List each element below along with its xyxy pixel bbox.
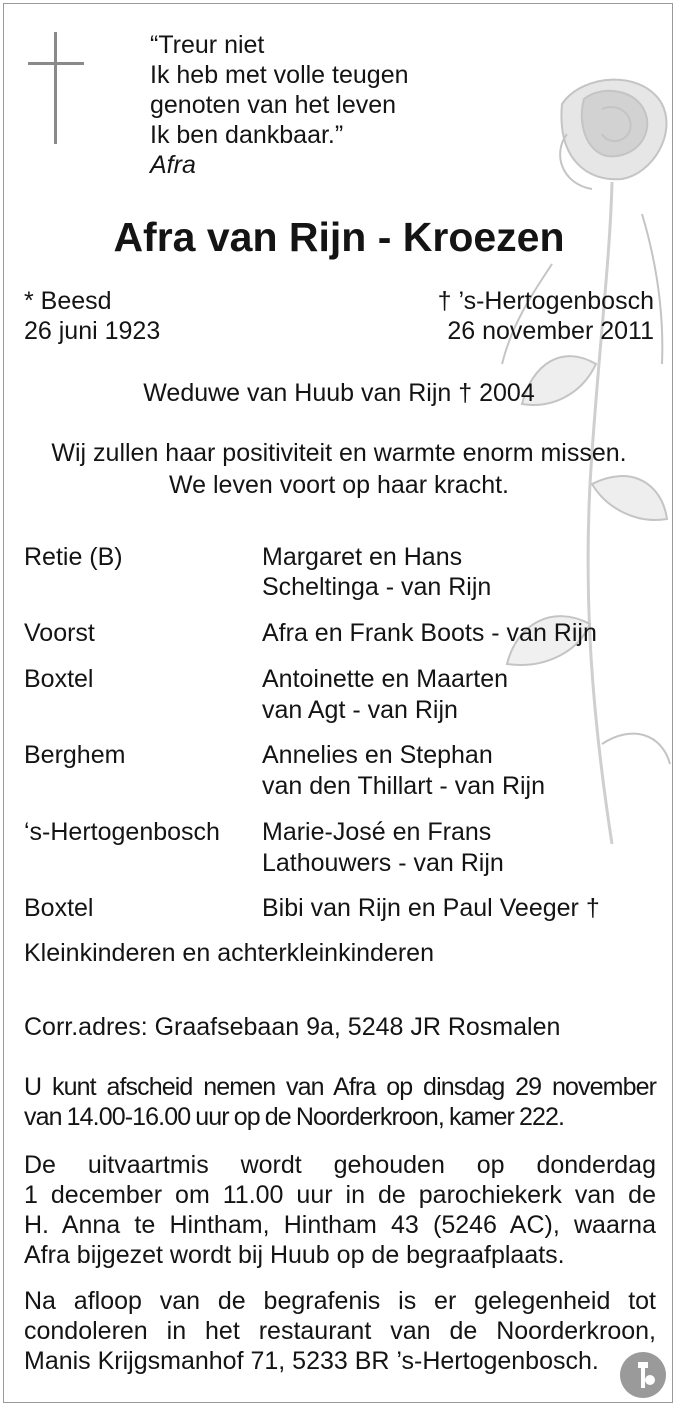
family-place: Retie (B) [24,543,123,571]
family-names: van den Thillart - van Rijn [262,772,546,800]
family-names: Scheltinga - van Rijn [262,573,492,601]
family-names: Antoinette en Maarten [262,665,508,693]
family-place: Berghem [24,741,126,769]
family-names: Bibi van Rijn en Paul Veeger † [262,894,600,922]
family-names: Afra en Frank Boots - van Rijn [262,619,597,647]
family-place: Boxtel [24,665,94,693]
cross-icon [28,32,88,144]
death-date: 26 november 2011 [447,317,654,345]
farewell-line: U kunt afscheid nemen van Afra op dinsdag 29 november [24,1073,656,1101]
quote-block [150,30,409,180]
family-names: Marie-José en Frans [262,818,492,846]
publisher-logo-icon [618,1350,668,1400]
birth-place: * Beesd [24,287,112,315]
family-place: Boxtel [24,894,94,922]
condolence-line: Na afloop van de begrafenis is er gelegenheid tot [24,1287,656,1315]
condolence-paragraph [24,1286,656,1376]
family-names: Annelies en Stephan [262,741,493,769]
grandchildren-line: Kleinkinderen en achterkleinkinderen [24,939,434,967]
condolence-line: condoleren in het restaurant van de Noorderkroon, [24,1317,656,1345]
correspondence-address: Corr.adres: Graafsebaan 9a, 5248 JR Rosmalen [24,1013,561,1041]
mass-line: H. Anna te Hintham, Hintham 43 (5246 AC), waarna [24,1211,656,1239]
mass-paragraph [24,1150,656,1270]
death-place: † ’s-Hertogenbosch [437,287,654,315]
family-place: ‘s-Hertogenbosch [24,818,220,846]
widow-line: Weduwe van Huub van Rijn † 2004 [143,379,535,407]
farewell-paragraph [24,1072,656,1132]
birth-date: 26 juni 1923 [24,317,161,345]
quote-line: Ik ben dankbaar.” [150,121,344,149]
quote-signature: Afra [150,151,196,179]
deceased-name: Afra van Rijn - Kroezen [113,214,565,260]
quote-line: Ik heb met volle teugen [150,61,409,89]
condolence-line: Manis Krijgsmanhof 71, 5233 BR ’s-Hertogenbosch. [24,1347,599,1375]
family-place: Voorst [24,619,95,647]
message-line: Wij zullen haar positiviteit en warmte enorm missen. [51,439,627,467]
farewell-line: van 14.00-16.00 uur op de Noorderkroon, kamer 222. [24,1103,565,1131]
quote-line: “Treur niet [150,31,265,59]
quote-line: genoten van het leven [150,91,397,119]
mass-line: Afra bijgezet wordt bij Huub op de begraafplaats. [24,1241,565,1269]
family-names: van Agt - van Rijn [262,696,458,724]
obituary-card [3,3,673,1403]
mass-line: 1 december om 11.00 uur in de parochiekerk van de [24,1181,656,1209]
family-names: Lathouwers - van Rijn [262,849,504,877]
message-line: We leven voort op haar kracht. [169,471,509,499]
mass-line: De uitvaartmis wordt gehouden op donderdag [24,1151,656,1179]
family-names: Margaret en Hans [262,543,463,571]
